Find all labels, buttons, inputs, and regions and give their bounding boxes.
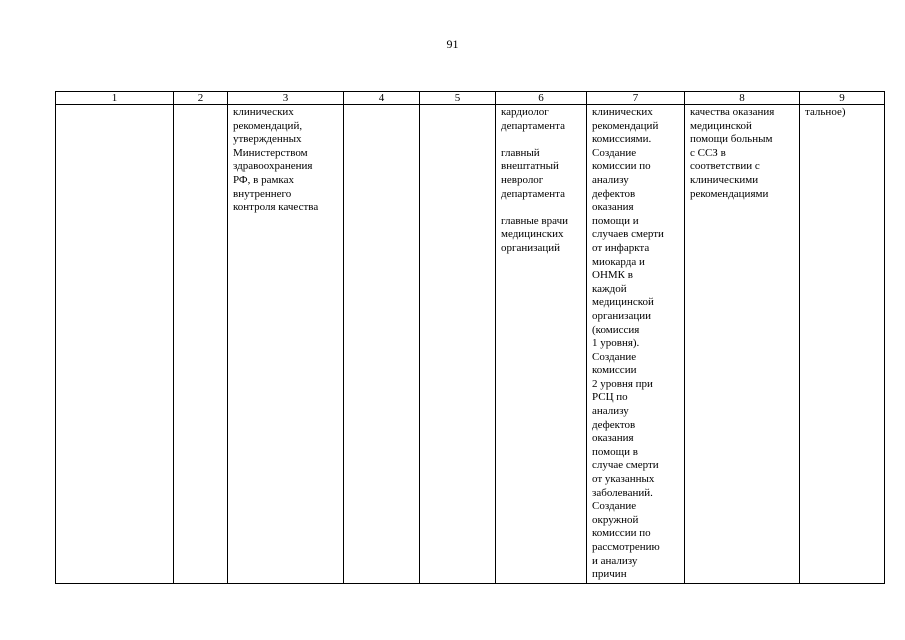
cell-text-line: комиссии xyxy=(592,364,637,377)
cell-text-line: клинических xyxy=(233,106,294,118)
column-number-8: 8 xyxy=(685,92,800,105)
cell-text-line: соответствии с xyxy=(690,160,760,173)
column-number-7: 7 xyxy=(587,92,685,105)
cell-text-line: помощи и xyxy=(592,214,639,227)
cell-text-line: каждой xyxy=(592,282,627,295)
table-header-row xyxy=(56,92,885,105)
cell-text-line: (комиссия xyxy=(592,323,640,336)
cell-text-line: от инфаркта xyxy=(592,241,650,254)
cell-text-line: утвержденных xyxy=(233,133,302,146)
cell-text-line: РФ, в рамках xyxy=(233,173,294,186)
cell-text-line: анализу xyxy=(592,173,629,186)
cell-col-4 xyxy=(344,105,420,584)
cell-text-line: качества оказания xyxy=(690,106,775,118)
cell-text-line: Создание xyxy=(592,146,637,159)
cell-text-line: рекомендаций, xyxy=(233,119,303,132)
column-number-1: 1 xyxy=(56,92,174,105)
cell-text-line: главный xyxy=(501,146,540,159)
cell-text-line: комиссии по xyxy=(592,527,651,540)
cell-text-line: Создание xyxy=(592,350,637,363)
cell-text-line: рассмотрению xyxy=(592,541,660,553)
cell-text-line: клинических xyxy=(592,106,653,118)
cell-col-3 xyxy=(228,105,344,584)
cell-text-line: комиссиями. xyxy=(592,133,652,146)
cell-text-line: клиническими xyxy=(690,173,759,186)
cell-text-line: внутреннего xyxy=(233,187,292,200)
cell-text-line: случае смерти xyxy=(592,459,659,472)
cell-text-line: Министерством xyxy=(233,146,308,159)
block-gap xyxy=(501,201,583,215)
cell-text-line: медицинской xyxy=(592,296,654,309)
cell-text-line: помощи в xyxy=(592,445,638,458)
cell-text-line: организаций xyxy=(501,241,561,254)
cell-text-line: 1 уровня). xyxy=(592,337,640,350)
column-number-6: 6 xyxy=(496,92,587,105)
cell-text-line: рекомендациями xyxy=(690,187,769,200)
cell-col-2 xyxy=(174,105,228,584)
cell-text-line: РСЦ по xyxy=(592,391,628,404)
cell-text-line: ОНМК в xyxy=(592,269,633,282)
page-number: 91 xyxy=(446,37,459,51)
cell-text-line: 2 уровня при xyxy=(592,377,653,390)
cell-text-line: случаев смерти xyxy=(592,228,664,241)
cell-text-line: и анализу xyxy=(592,554,638,567)
cell-text-line: главные врачи xyxy=(501,214,568,227)
cell-text-line: оказания xyxy=(592,432,634,445)
cell-text-line: помощи больным xyxy=(690,133,773,146)
column-number-2: 2 xyxy=(174,92,228,105)
cell-col-8 xyxy=(685,105,800,584)
cell-col-1 xyxy=(56,105,174,584)
cell-col-9 xyxy=(800,105,885,584)
column-number-5: 5 xyxy=(420,92,496,105)
cell-text-line: комиссии по xyxy=(592,160,651,173)
cell-text-line: с ССЗ в xyxy=(690,146,726,159)
cell-text-line: тальное) xyxy=(805,106,846,118)
cell-col-7 xyxy=(587,105,685,584)
cell-text-line: дефектов xyxy=(592,187,636,200)
column-number-4: 4 xyxy=(344,92,420,105)
cell-text-line: внештатный xyxy=(501,160,559,173)
cell-text-line: причин xyxy=(592,568,627,581)
cell-text-line: кардиолог xyxy=(501,106,549,118)
cell-text-line: организации xyxy=(592,309,652,322)
cell-text-line: здравоохранения xyxy=(233,160,313,173)
cell-text-line: рекомендаций xyxy=(592,119,659,132)
cell-text-line: оказания xyxy=(592,201,634,214)
cell-text-line: департамента xyxy=(501,187,565,200)
column-number-9: 9 xyxy=(800,92,885,105)
cell-text-line: департамента xyxy=(501,119,565,132)
cell-col-5 xyxy=(420,105,496,584)
document-table xyxy=(55,91,885,584)
table-row xyxy=(56,105,885,584)
cell-text-line: дефектов xyxy=(592,418,636,431)
cell-text-line: миокарда и xyxy=(592,255,645,268)
cell-text-line: от указанных xyxy=(592,473,655,486)
cell-text-line: контроля качества xyxy=(233,201,319,214)
block-gap xyxy=(501,133,583,147)
column-number-3: 3 xyxy=(228,92,344,105)
cell-text-line: невролог xyxy=(501,173,544,186)
cell-text-line: медицинской xyxy=(690,119,752,132)
cell-text-line: анализу xyxy=(592,405,629,418)
cell-text-line: заболеваний. xyxy=(592,486,653,499)
cell-text-line: медицинских xyxy=(501,228,564,241)
cell-text-line: Создание xyxy=(592,500,637,513)
cell-text-line: окружной xyxy=(592,513,639,526)
cell-col-6 xyxy=(496,105,587,584)
